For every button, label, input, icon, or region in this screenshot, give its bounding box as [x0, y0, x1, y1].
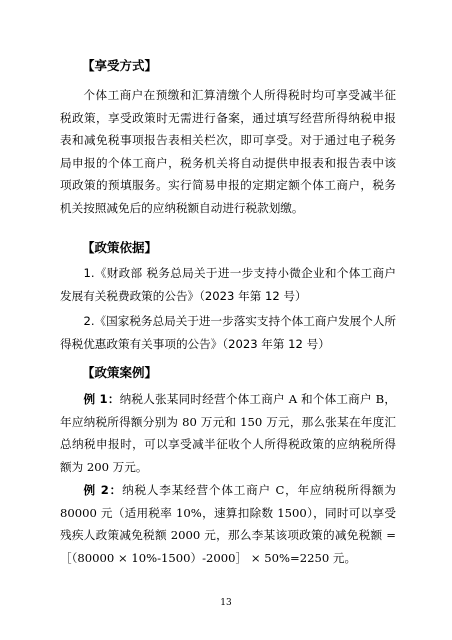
case-1-label: 例 1： [83, 392, 120, 406]
basis-item-1: 1.《财政部 税务总局关于进一步支持小微企业和个体工商户发展有关税费政策的公告》（2023 年第 12 号） [60, 266, 396, 303]
method-paragraph: 个体工商户在预缴和汇算清缴个人所得税时均可享受减半征税政策，享受政策时无需进行备案，通过填写经营所得纳税申报表和减免税事项报告表相关栏次，即可享受。对于通过电子税务局申报的个体工商户，税务机关将自动提供申报表和报告表中该项政策的预填服务。实行简易申报的定期定额个体工商户，税务机关按照减免后的应纳税额自动进行税款划缴。 [60, 88, 396, 215]
section-heading-method: 【享受方式】 [82, 58, 158, 73]
basis-item-2: 2.《国家税务总局关于进一步落实支持个体工商户发展个人所得税优惠政策有关事项的公告》（2023 年第 12 号） [60, 314, 397, 351]
case-2-label: 例 2： [83, 483, 123, 497]
page-number: 13 [220, 598, 232, 608]
section-heading-cases: 【政策案例】 [82, 365, 158, 380]
case-1-text: 纳税人张某同时经营个体工商户 A 和个体工商户 B，年应纳税所得额分别为 80 万元和 150 万元，那么张某在年度汇总纳税申报时，可以享受减半征收个人所得税政策的应纳税所得额为 200 万元。 [60, 392, 396, 474]
section-heading-basis: 【政策依据】 [82, 240, 158, 255]
case-2-paragraph [60, 479, 396, 569]
case-2-text: 纳税人李某经营个体工商户 C，年应纳税所得额为 80000 元（适用税率 10%，速算扣除数 1500），同时可以享受残疾人政策减免税额 2000 元，那么李某该项政策的减免税额 =［（80000 × 10%-1500）-2000］ × 50%=2250 元。 [60, 483, 397, 565]
case-1-paragraph [60, 388, 396, 478]
